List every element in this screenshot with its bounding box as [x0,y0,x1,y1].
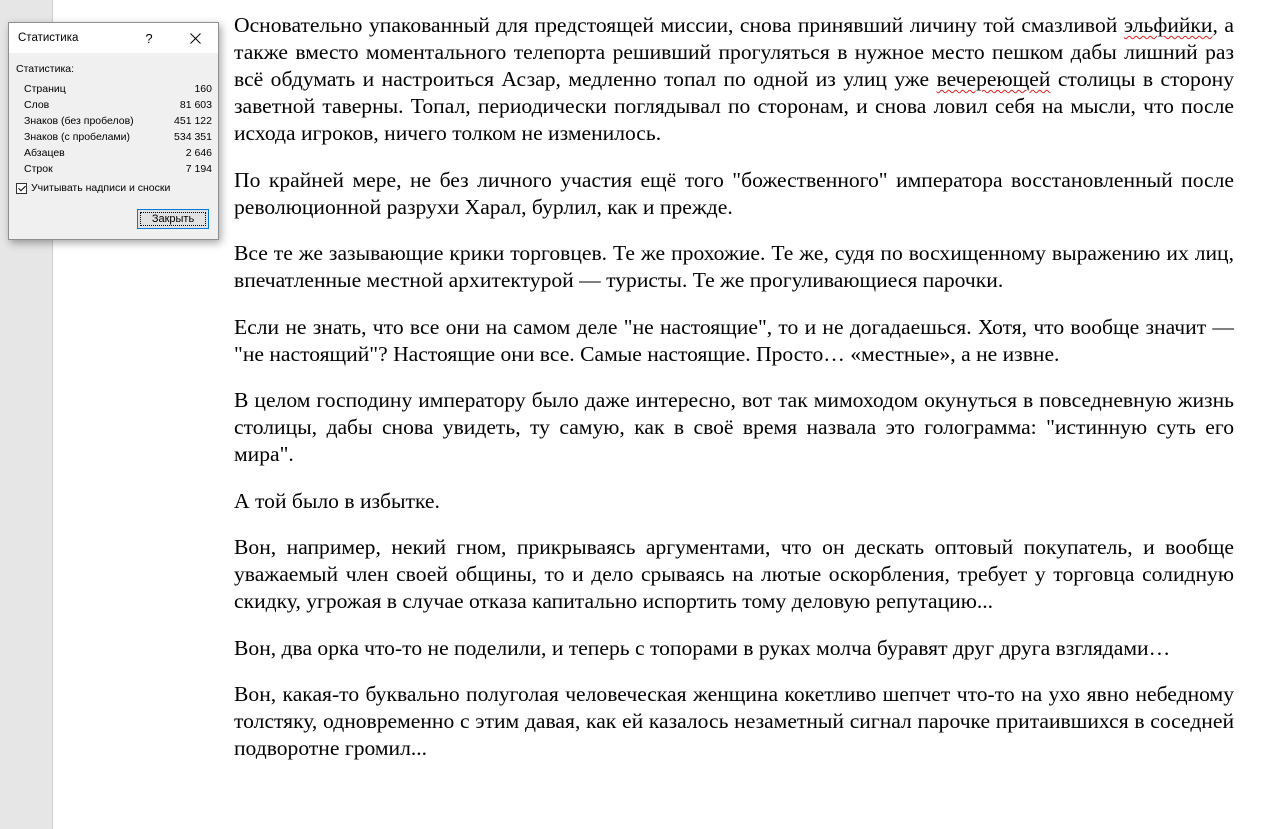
paragraph: По крайней мере, не без личного участия ещё того "божественного" императора восстановленный после революционной разрухи Харал, бурлил, как и прежде. [234,167,1234,219]
dialog-title: Статистика [18,32,79,44]
checkbox-label[interactable]: Учитывать надписи и сноски [31,182,171,194]
stat-row-lines [24,161,212,177]
statistics-list [24,81,212,177]
checkmark-icon [18,183,26,191]
stat-label: Строк [24,163,53,175]
help-icon: ? [145,30,153,46]
stat-label: Слов [24,99,50,111]
stat-label: Знаков (с пробелами) [24,131,130,143]
stat-label: Абзацев [24,147,65,159]
include-textboxes-checkbox[interactable] [16,183,27,194]
stat-row-paragraphs [24,145,212,161]
stat-value: 534 351 [174,131,212,143]
close-dialog-button-label: Закрыть [151,213,195,225]
paragraph: Вон, какая-то буквально полуголая человеческая женщина кокетливо шепчет что-то на ухо явно небедному толстяку, одновременно с этим давая, как ей казалось незаметный сигнал парочке притаившихся в соседней подворотне громил... [234,682,1234,760]
focus-ring [140,212,206,226]
stat-row-words [24,97,212,113]
stat-label: Знаков (без пробелов) [24,115,134,127]
stat-value: 2 646 [185,147,212,159]
paragraph: А той было в избытке. [234,488,440,513]
paragraph: Вон, два орка что-то не поделили, и теперь с топорами в руках молча буравят друг друга взглядами… [234,635,1171,660]
close-dialog-button[interactable] [137,209,209,229]
paragraph [234,12,1234,147]
dialog-titlebar[interactable] [9,23,218,53]
document-body[interactable] [234,12,1234,782]
statistics-dialog [8,22,219,240]
stat-row-chars-with-spaces [24,129,212,145]
stat-value: 160 [194,83,212,95]
paragraph-text: Основательно упакованный для предстоящей миссии, снова принявший личину той смазливой [234,13,1124,37]
misspelled-word[interactable]: вечереющей [936,67,1051,91]
section-label: Статистика: [16,63,75,75]
stat-row-pages [24,81,212,97]
paragraph-text: , а также вместо моментального телепорта решивший прогуляться в нужное место пешком дабы лишний раз всё обдумать и настроиться Асзар, медленно топал по одной из улиц уже [234,13,1234,91]
stat-label: Страниц [24,83,66,95]
help-button[interactable] [135,27,163,49]
paragraph: В целом господину императору было даже интересно, вот так мимоходом окунуться в повседневную жизнь столицы, дабы снова увидеть, ту самую, как в своё время назвала это голограмма: "истинную суть его мира". [234,388,1234,466]
paragraph-text: столицы в сторону заветной таверны. Топал, периодически поглядывал по сторонам, и снова ловил себя на мысли, что после исхода игроков, ничего толком не изменилось. [234,67,1234,145]
stat-value: 7 194 [185,163,212,175]
misspelled-word[interactable]: эльфийки [1123,13,1213,37]
paragraph: Если не знать, что все они на самом деле "не настоящие", то и не догадаешься. Хотя, что вообще значит — "не настоящий"? Настоящие они все. Самые настоящие. Просто… «местные», а не извне. [234,314,1234,366]
close-button[interactable] [181,27,209,49]
stat-value: 81 603 [179,99,212,111]
close-icon [190,33,201,44]
paragraph: Вон, например, некий гном, прикрываясь аргументами, что он дескать оптовый покупатель, и вообще уважаемый член своей общины, то и дело срываясь на лютые оскорбления, требует у торговца солидную скидку, угрожая в случае отказа капитально испортить тому деловую репутацию... [234,535,1234,613]
stat-value: 451 122 [174,115,212,127]
include-textboxes-checkbox-row[interactable] [16,182,170,194]
paragraph: Все те же зазывающие крики торговцев. Те же прохожие. Те же, судя по восхищенному выражению их лиц, впечатленные местной архитектурой — туристы. Те же прогуливающиеся парочки. [234,241,1234,292]
stat-row-chars-no-spaces [24,113,212,129]
